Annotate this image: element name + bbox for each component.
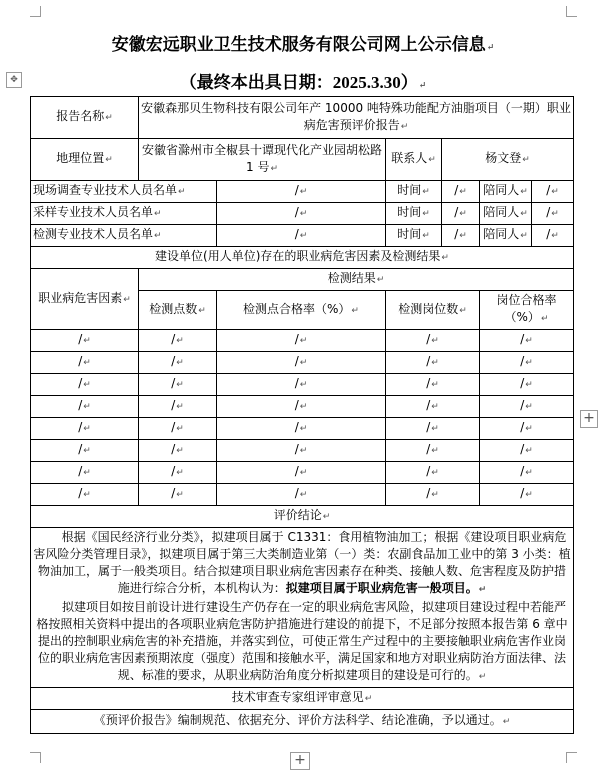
time-value: / ↵ [454, 205, 467, 219]
table-cell: / ↵ [171, 420, 184, 434]
table-cell: / ↵ [171, 486, 184, 500]
table-cell: / ↵ [426, 332, 439, 346]
table-cell: / ↵ [426, 376, 439, 390]
page-corner-mark [566, 6, 577, 17]
conclusion-paragraph-2 [33, 599, 571, 686]
table-row [31, 374, 574, 396]
column-header: 岗位合格率（%） ↵ [497, 293, 557, 324]
table-cell: / ↵ [171, 332, 184, 346]
factor-header: 职业病危害因素 ↵ [38, 291, 131, 305]
conclusion-title: 评价结论 ↵ [274, 508, 331, 522]
table-cell: / ↵ [295, 332, 308, 346]
time-value: / ↵ [454, 183, 467, 197]
table-row [31, 440, 574, 462]
table-cell: / ↵ [295, 420, 308, 434]
time-label: 时间 ↵ [397, 227, 430, 241]
conclusion-header-row [31, 506, 574, 528]
table-cell: / ↵ [171, 464, 184, 478]
column-header: 检测岗位数 ↵ [398, 302, 467, 316]
results-header: 检测结果 ↵ [328, 271, 385, 285]
location-label: 地理位置 ↵ [56, 151, 113, 165]
table-cell: / ↵ [426, 442, 439, 456]
table-cell: / ↵ [78, 420, 91, 434]
table-cell: / ↵ [426, 354, 439, 368]
report-name-label: 报告名称 ↵ [56, 109, 113, 123]
table-cell: / ↵ [171, 442, 184, 456]
table-cell: / ↵ [295, 354, 308, 368]
table-row [31, 352, 574, 374]
table-cell: / ↵ [78, 442, 91, 456]
table-cell: / ↵ [295, 376, 308, 390]
info-table [30, 96, 574, 734]
table-row [31, 418, 574, 440]
table-cell: / ↵ [520, 332, 533, 346]
add-row-plus-icon[interactable]: + [290, 752, 310, 770]
table-cell: / ↵ [78, 486, 91, 500]
review-title: 技术审查专家组评审意见 ↵ [232, 690, 373, 704]
review-header-row [31, 688, 574, 710]
table-row [31, 330, 574, 352]
companion-value: / ↵ [546, 205, 559, 219]
review-body-row [31, 710, 574, 734]
companion-value: / ↵ [546, 183, 559, 197]
page-corner-mark [30, 6, 41, 17]
staff-row [31, 203, 574, 225]
conclusion-paragraph-1 [33, 529, 571, 599]
time-value: / ↵ [454, 227, 467, 241]
hazard-header-row [31, 269, 574, 291]
hazard-section-header [31, 247, 574, 269]
report-name-row [31, 97, 574, 139]
conclusion-text [31, 528, 574, 688]
table-cell: / ↵ [295, 442, 308, 456]
table-cell: / ↵ [520, 464, 533, 478]
document-title: 安徽宏远职业卫生技术服务有限公司网上公示信息 ↵ [0, 30, 606, 55]
table-cell: / ↵ [520, 376, 533, 390]
table-cell: / ↵ [520, 420, 533, 434]
time-label: 时间 ↵ [397, 205, 430, 219]
table-cell: / ↵ [78, 332, 91, 346]
table-cell: / ↵ [520, 354, 533, 368]
review-text: 《预评价报告》编制规范、依据充分、评价方法科学、结论准确，予以通过。 ↵ [94, 713, 511, 727]
staff-label: 现场调查专业技术人员名单 ↵ [33, 183, 186, 197]
conclusion-verdict: 拟建项目属于职业病危害一般项目。 ↵ [286, 581, 487, 595]
location-value: 安徽省滁州市全椒县十谭现代化产业园胡松路 1 号 ↵ [142, 143, 382, 174]
location-row [31, 139, 574, 181]
column-header: 检测点合格率（%） ↵ [243, 302, 359, 316]
table-cell: / ↵ [171, 398, 184, 412]
table-cell: / ↵ [295, 398, 308, 412]
staff-label: 采样专业技术人员名单 ↵ [33, 205, 162, 219]
companion-label: 陪同人 ↵ [483, 183, 528, 197]
table-cell: / ↵ [295, 486, 308, 500]
page-corner-mark [566, 752, 577, 763]
table-move-handle-icon[interactable]: ✥ [6, 72, 22, 88]
table-cell: / ↵ [520, 486, 533, 500]
contact-label: 联系人 ↵ [391, 151, 436, 165]
staff-names: / ↵ [295, 227, 308, 241]
contact-value: 杨文登 ↵ [485, 151, 530, 165]
table-cell: / ↵ [295, 464, 308, 478]
hazard-section-title: 建设单位(用人单位)存在的职业病危害因素及检测结果 ↵ [155, 249, 449, 263]
staff-names: / ↵ [295, 205, 308, 219]
table-cell: / ↵ [520, 398, 533, 412]
staff-row [31, 181, 574, 203]
table-cell: / ↵ [171, 376, 184, 390]
conclusion-paragraph-1-text: 根据《国民经济行业分类》，拟建项目属于 C1331：食用植物油加工；根据《建设项目职业病危害风险分类管理目录》，拟建项目属于第三大类制造业第（一）类：农副食品加工业中的第 3 小类：植物油加工，属于一般类项目。结合拟建项目职业病危害因素存在种类、接触人数、危害程度及防护措施进行综合分析，本机构认为： [33, 530, 571, 595]
column-header: 检测点数 ↵ [149, 302, 206, 316]
table-cell: / ↵ [426, 398, 439, 412]
report-name-value: 安徽森那贝生物科技有限公司年产 10000 吨特殊功能配方油脂项目（一期）职业病危害预评价报告 ↵ [141, 101, 571, 132]
staff-names: / ↵ [295, 183, 308, 197]
conclusion-body-row [31, 528, 574, 688]
table-cell: / ↵ [426, 464, 439, 478]
conclusion-paragraph-2-text: 拟建项目如按目前设计进行建设生产仍存在一定的职业病危害风险，拟建项目建设过程中若能严格按照相关资料中提出的各项职业病危害防护措施进行建设的前提下，不足部分按照本报告第 6 章中提出的控制职业病危害的补充措施，并落实到位，可使正常生产过程中的主要接触职业病危害作业岗位的职业病危害因素预期浓度（强度）范围和接触水平，满足国家和地方对职业病防治方面法律、法规、标准的要求，从职业病防治角度分析拟建项目的建设是可行的。 ↵ [36, 600, 567, 682]
table-cell: / ↵ [426, 486, 439, 500]
table-cell: / ↵ [426, 420, 439, 434]
staff-label: 检测专业技术人员名单 ↵ [33, 227, 162, 241]
table-cell: / ↵ [520, 442, 533, 456]
page-corner-mark [30, 752, 41, 763]
table-cell: / ↵ [78, 464, 91, 478]
add-column-plus-icon[interactable]: + [580, 410, 598, 428]
companion-value: / ↵ [546, 227, 559, 241]
table-cell: / ↵ [78, 376, 91, 390]
issue-date: （最终本出具日期：2025.3.30） ↵ [0, 68, 606, 93]
table-cell: / ↵ [78, 398, 91, 412]
table-cell: / ↵ [171, 354, 184, 368]
companion-label: 陪同人 ↵ [483, 227, 528, 241]
companion-label: 陪同人 ↵ [483, 205, 528, 219]
table-row [31, 484, 574, 506]
table-row [31, 396, 574, 418]
staff-row [31, 225, 574, 247]
table-row [31, 462, 574, 484]
table-cell: / ↵ [78, 354, 91, 368]
time-label: 时间 ↵ [397, 183, 430, 197]
